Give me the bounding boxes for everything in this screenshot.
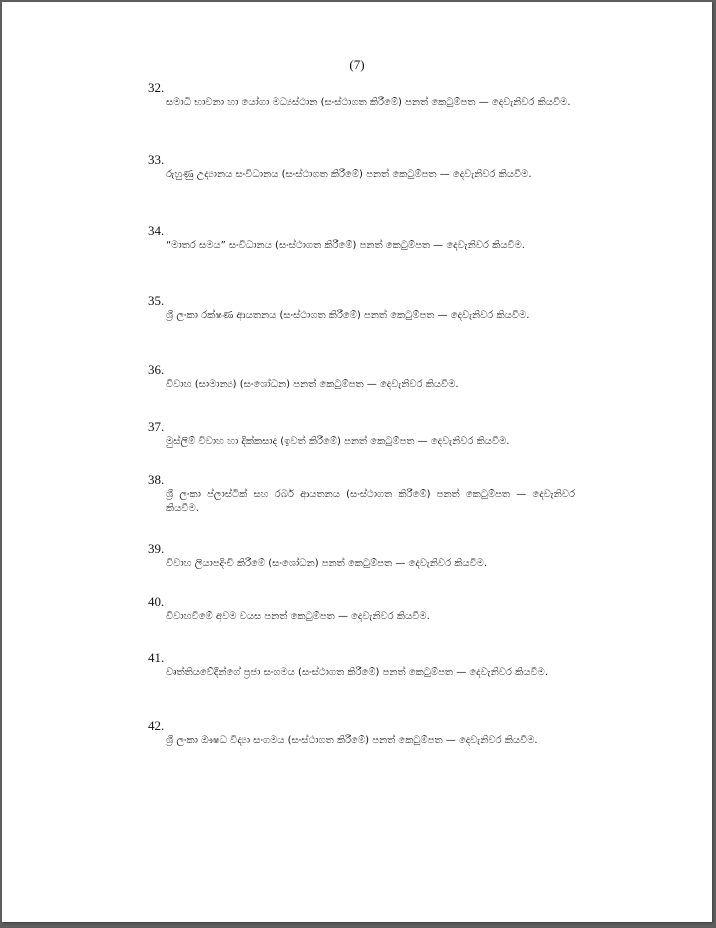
list-item [148, 718, 575, 748]
item-text: ශ්‍රී ලංකා ඖෂධ විද්‍යා සංගමය (සංස්ථාගත කිරීමේ) පනත් කෙටුම්පත — දෙවැනිවර කියවීම. [166, 735, 538, 746]
item-number: 36. [148, 362, 165, 377]
item-number: 42. [148, 718, 165, 733]
list-item [148, 362, 575, 392]
item-text: රුහුණු උද්‍යානය සංවිධානය (සංස්ථාගත කිරීමේ) පනත් කෙටුම්පත — දෙවැනිවර කියවීම. [166, 169, 532, 180]
list-item [148, 80, 575, 110]
list-item [148, 472, 575, 516]
document-page [2, 2, 712, 922]
item-text: “මාතර සමය” සංවිධානය (සංස්ථාගත කිරීමේ) පනත් කෙටුම්පත — දෙවැනිවර කියවීම. [166, 240, 525, 251]
item-number: 32. [148, 80, 165, 95]
item-number: 38. [148, 472, 165, 487]
item-number: 34. [148, 223, 165, 238]
item-text: විවාහ ලියාපදිංචි කිරීමේ (සංශෝධන) පනත් කෙටුම්පත — දෙවැනිවර කියවීම. [166, 558, 488, 569]
list-item [148, 293, 575, 323]
item-text: ශ්‍රී ලංකා ප්ලාස්ටික් සහ රබර් ආයතනය (සංස්ථාගත කිරීමේ) පනත් කෙටුම්පත — දෙවැනිවර කියවීම. [166, 489, 575, 514]
list-item [148, 152, 575, 182]
item-number: 37. [148, 419, 165, 434]
item-text: ශ්‍රී ලංකා රක්ෂණ ආයතනය (සංස්ථාගත කිරීමේ) පනත් කෙටුම්පත — දෙවැනිවර කියවීම. [166, 310, 530, 321]
list-item [148, 650, 575, 680]
page-number: (7) [349, 57, 365, 72]
item-text: මුස්ලිම් විවාහ හා දික්කසාද (ඉවත් කිරීමේ) පනත් කෙටුම්පත — දෙවැනිවර කියවීම. [166, 436, 510, 447]
item-number: 41. [148, 650, 165, 665]
list-item [148, 419, 575, 449]
list-item [148, 223, 575, 253]
item-text: වෘත්තියවේදීන්ගේ ප්‍රජා සංගමය (සංස්ථාගත කිරීමේ) පනත් කෙටුම්පත — දෙවැනිවර කියවීම. [166, 667, 548, 678]
item-number: 33. [148, 152, 165, 167]
list-item [148, 541, 575, 571]
list-item [148, 594, 575, 624]
item-number: 35. [148, 293, 165, 308]
item-text: විවාහ (සාමාන්‍ය) (සංශෝධන) පනත් කෙටුම්පත — දෙවැනිවර කියවීම. [166, 379, 459, 390]
item-text: සමාධි භාවනා හා යෝගා මධ්‍යස්ථාන (සංස්ථාගත කිරීමේ) පනත් කෙටුම්පත — දෙවැනිවර කියවීම. [166, 97, 571, 108]
item-text: විවාහවීමේ අවම වයස පනත් කෙටුම්පත — දෙවැනිවර කියවීම. [166, 611, 430, 622]
item-number: 39. [148, 541, 165, 556]
item-number: 40. [148, 594, 165, 609]
